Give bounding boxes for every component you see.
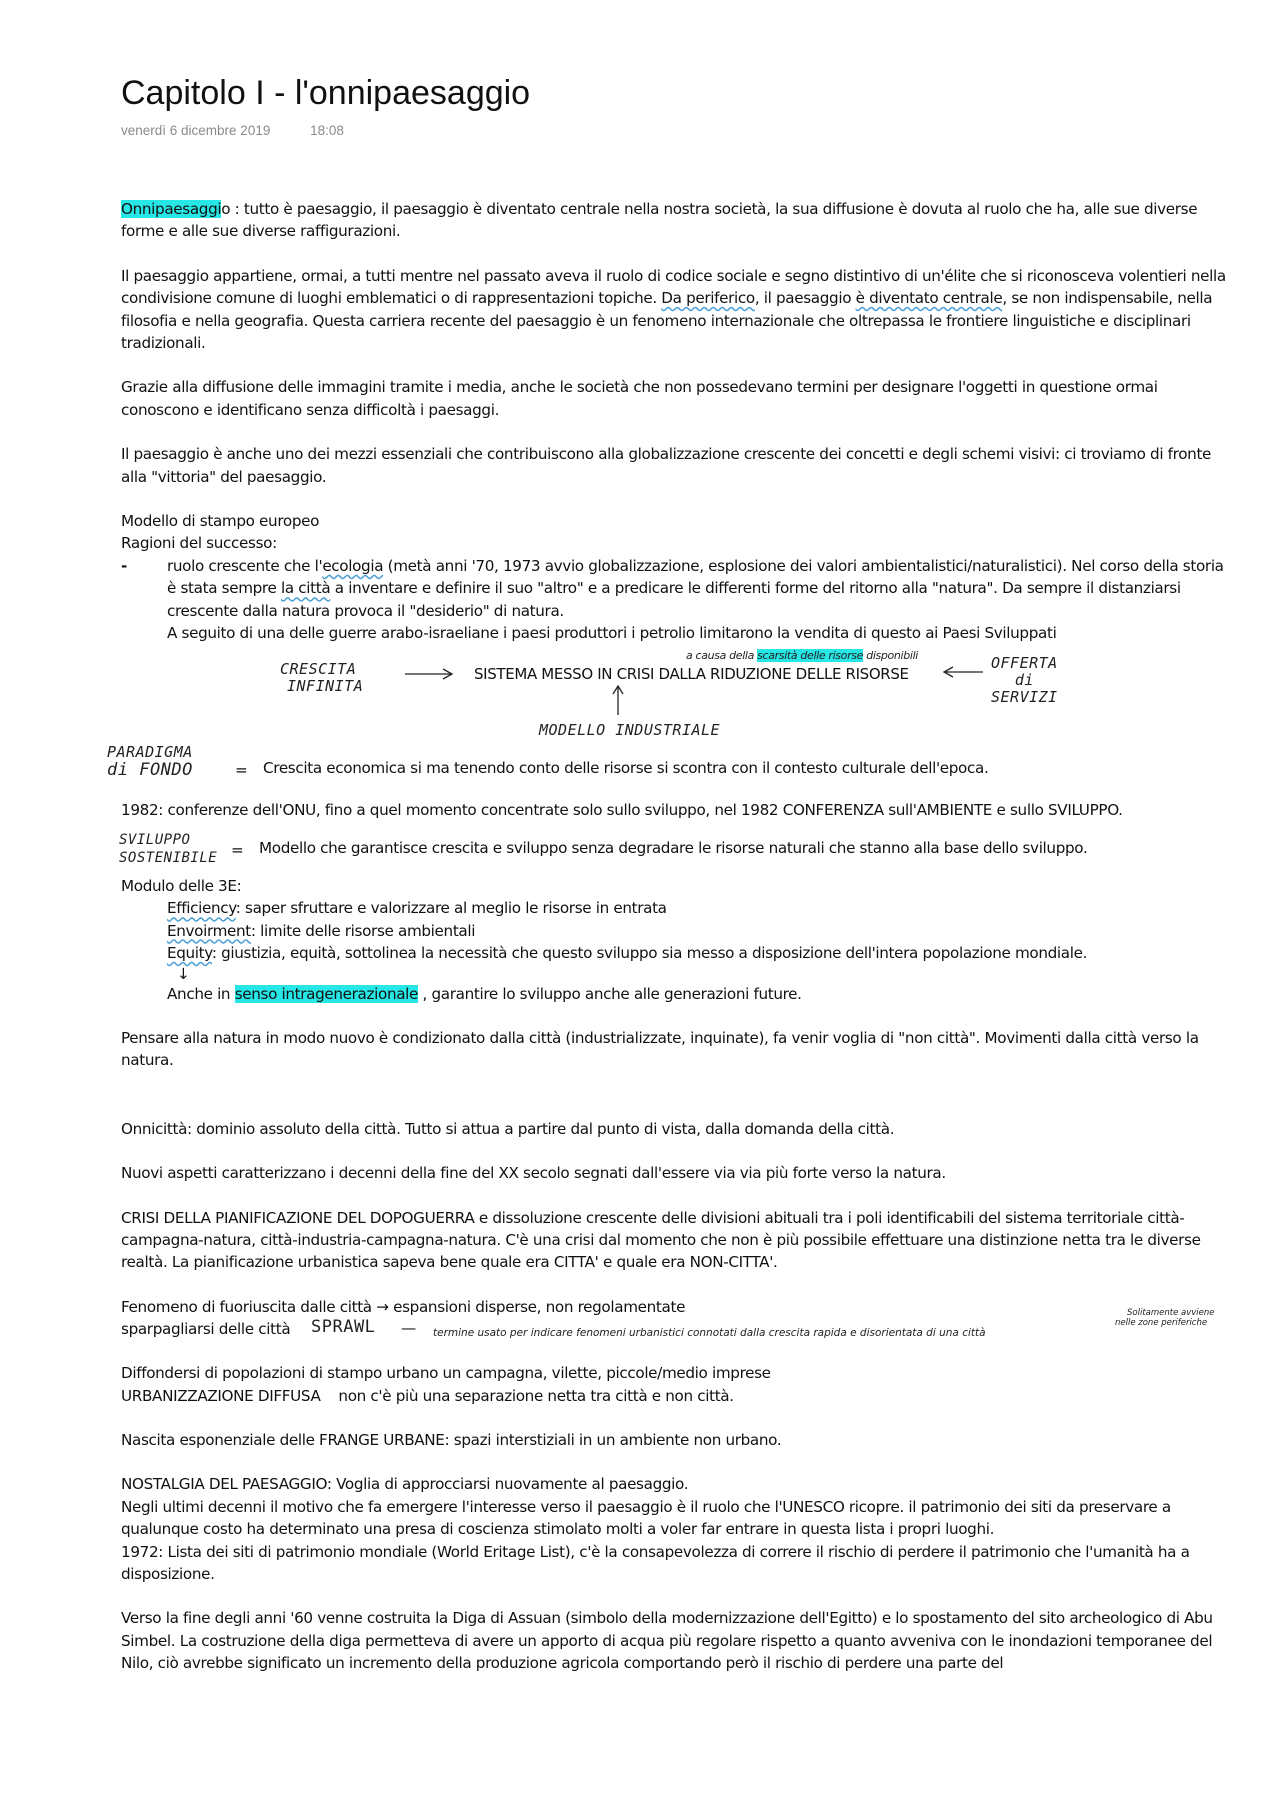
term-tail: o bbox=[221, 200, 231, 218]
note-date: venerdì 6 dicembre 2019 bbox=[121, 123, 271, 138]
paragraph-onnipaesaggio bbox=[121, 198, 1231, 243]
handwritten-label-paradigma: PARADIGMA di FONDO bbox=[107, 742, 193, 780]
sprawl-text: sparpagliarsi delle città bbox=[121, 1320, 291, 1339]
handwritten-note: a causa della scarsità delle risorse disponibili bbox=[686, 648, 919, 662]
paragraph-text: Il paesaggio appartiene, ormai, a tutti mentre nel passato aveva il ruolo di codice sociale e segno distintivo di un'élite che si riconosceva volentieri nella condivisione comune di luoghi emblematici o di rappresentazioni topiche. bbox=[121, 266, 1226, 308]
paragraph-globalizzazione: Il paesaggio è anche uno dei mezzi essenziali che contribuiscono alla globalizzazione crescente dei concetti e degli schemi visivi: ci troviamo di fronte alla "vittoria" del paesaggio. bbox=[121, 445, 1212, 486]
paragraph-nostalgia: NOSTALGIA DEL PAESAGGIO: Voglia di approcciarsi nuovamente al paesaggio. bbox=[121, 1475, 689, 1494]
paragraph-text: , il paesaggio bbox=[754, 289, 856, 308]
paragraph-onnicitta: Onnicittà: dominio assoluto della città. Tutto si attua a partire dal punto di vista, dalla domanda della città. bbox=[121, 1119, 895, 1138]
paragraph-frange: Nascita esponenziale delle FRANGE URBANE: spazi interstiziali in un ambiente non urbano. bbox=[121, 1431, 782, 1449]
paragraph-text: : tutto è paesaggio, il paesaggio è diventato centrale nella nostra società, la sua diffusione è dovuta al ruolo che ha, alle sue diverse forme e alle sue diverse raffigurazioni. bbox=[121, 200, 1198, 241]
highlighted-term: Onnipaesaggi bbox=[121, 200, 222, 218]
paragraph-1982: 1982: conferenze dell'ONU, fino a quel momento concentrate solo sullo sviluppo, nel 1982 CONFERENZA sull'AMBIENTE e sullo SVILUPPO. bbox=[121, 800, 1123, 819]
handwritten-label-crescita: CRESCITA INFINITA bbox=[280, 659, 364, 695]
handwritten-label-offerta: OFFERTA di SERVIZI bbox=[991, 653, 1058, 706]
handwritten-note: termine usato per indicare fenomeni urbanistici connotati dalla crescita rapida e disorientata di una città bbox=[433, 1327, 986, 1340]
sviluppo-text: Modello che garantisce crescita e sviluppo senza degradare le risorse naturali che stanno alla base dello sviluppo. bbox=[259, 838, 1088, 857]
paragraph-natura: Pensare alla natura in modo nuovo è condizionato dalla città (industrializzate, inquinate), fa venir voglia di "non città". Movimenti dalla città verso la natura. bbox=[121, 1028, 1199, 1070]
paragraph-text: , se non indispensabile, nella filosofia e nella geografia. Questa carriera recente del paesaggio è un fenomeno internazionale che oltrepassa le frontiere linguistiche e disciplinari tradizionali. bbox=[121, 289, 1213, 353]
modulo-environment: Envoirment: limite delle risorse ambientali bbox=[167, 921, 476, 940]
spellcheck-underlined-text: Efficiency bbox=[167, 899, 236, 918]
paragraph-media: Grazie alla diffusione delle immagini tramite i media, anche le società che non possedevano termini per designare l'oggetti in questione ormai conoscono e identificano senza difficoltà i paesaggi. bbox=[121, 378, 1158, 419]
note-body[interactable] bbox=[107, 198, 1231, 1675]
spellcheck-underlined-text: Da periferico bbox=[661, 289, 755, 308]
spellcheck-underlined-text: è diventato centrale bbox=[855, 289, 1003, 308]
paragraph-1972: 1972: Lista dei siti di patrimonio mondiale (World Eritage List), c'è la consapevolezza di correre il rischio di perdere il patrimonio che l'umanità ha a disposizione. bbox=[121, 1542, 1190, 1584]
handwritten-diagram bbox=[121, 645, 1231, 743]
paradigma-text: Crescita economica si ma tenendo conto delle risorse si scontra con il contesto culturale dell'epoca. bbox=[263, 758, 989, 777]
paradigma-row bbox=[107, 742, 1231, 789]
note-time: 18:08 bbox=[310, 123, 344, 138]
reasons-heading: Ragioni del successo: bbox=[121, 534, 277, 553]
paragraph-diga: Verso la fine degli anni '60 venne costruita la Diga di Assuan (simbolo della modernizzazione dell'Egitto) e lo spostamento del sito archeologico di Abu Simbel. La costruzione della diga permetteva di avere un apporto di acqua più regolare rispetto a quanto avveniva con le inondazioni temporanee del Nilo, ciò avrebbe significato un incremento della produzione agricola comportando però il rischio di perdere una parte del bbox=[121, 1609, 1213, 1673]
model-heading: Modello di stampo europeo bbox=[121, 512, 320, 531]
modulo-efficiency: Efficiency: saper sfruttare e valorizzare al meglio le risorse in entrata bbox=[167, 899, 667, 918]
arrow-right-icon bbox=[403, 667, 455, 681]
equals-sign: = bbox=[235, 760, 248, 779]
handwritten-label-sviluppo: SVILUPPO SOSTENIBILE bbox=[119, 831, 218, 866]
bullet-text: ruolo crescente che l'ecologia (metà anni '70, 1973 avvio globalizzazione, esplosione dei valori ambientalistici/naturalistici). Nel corso della storia è stata sempre la città a inventare e definire il suo "altro" e a predicare le differenti forme del ritorno alla "natura". Da sempre il distanziarsi crescente dalla natura provoca il "desiderio" di natura. bbox=[167, 556, 1224, 620]
sviluppo-row bbox=[121, 829, 1231, 875]
paragraph-nuovi-aspetti: Nuovi aspetti caratterizzano i decenni della fine del XX secolo segnati dall'essere via via più forte verso la natura. bbox=[121, 1164, 946, 1183]
paragraph-unesco: Negli ultimi decenni il motivo che fa emergere l'interesse verso il paesaggio è il ruolo che l'UNESCO ricopre. il patrimonio dei siti da preservare a qualunque costo ha determinato una presa di coscienza stimolato molti a voler far entrare in questa lista i propri luoghi. bbox=[121, 1497, 1171, 1539]
handwritten-label-modello: MODELLO INDUSTRIALE bbox=[539, 720, 721, 739]
modulo-intragenerazionale: Anche in senso intragenerazionale , garantire lo sviluppo anche alle generazioni future. bbox=[167, 984, 802, 1003]
handwritten-sprawl: SPRAWL bbox=[311, 1317, 376, 1338]
arrow-left-icon bbox=[941, 665, 985, 679]
spellcheck-underlined-text: Equity bbox=[167, 944, 212, 963]
modulo-heading: Modulo delle 3E: bbox=[121, 876, 242, 895]
diagram-center-text: SISTEMA MESSO IN CRISI DALLA RIDUZIONE DELLE RISORSE bbox=[474, 664, 909, 683]
paragraph-crisi: CRISI DELLA PIANIFICAZIONE DEL DOPOGUERRA e dissoluzione crescente delle divisioni abituali tra i poli identificabili del sistema territoriale città-campagna-natura, città-industria-campagna-natura. C'è una crisi dal momento che non è più possibile effettuare una distinzione netta tra le diverse realtà. La pianificazione urbanistica sapeva bene quale era CITTA' e quale era NON-CITTA'. bbox=[121, 1208, 1201, 1272]
modulo-equity: Equity: giustizia, equità, sottolinea la necessità che questo sviluppo sia messo a disposizione dell'intera popolazione mondiale. bbox=[167, 944, 1088, 963]
spellcheck-underlined-text: la città bbox=[280, 579, 331, 598]
sprawl-row bbox=[121, 1308, 1231, 1340]
highlighted-term: senso intragenerazionale bbox=[234, 984, 419, 1003]
note-metadata bbox=[121, 123, 344, 138]
paragraph-urbanizzazione: URBANIZZAZIONE DIFFUSA non c'è più una separazione netta tra città e non città. bbox=[121, 1386, 734, 1405]
bullet-text-continuation: A seguito di una delle guerre arabo-israeliane i paesi produttori i petrolio limitarono la vendita di questo ai Paesi Sviluppati bbox=[167, 624, 1057, 643]
paragraph-diffondersi: Diffondersi di popolazioni di stampo urbano un campagna, vilette, piccole/medio imprese bbox=[121, 1364, 771, 1383]
spellcheck-underlined-text: ecologia bbox=[322, 556, 384, 575]
arrow-down-icon: ↓ bbox=[177, 964, 190, 983]
highlighted-term: scarsità delle risorse bbox=[757, 648, 864, 662]
page-title: Capitolo I - l'onnipaesaggio bbox=[121, 74, 531, 112]
arrow-up-icon bbox=[611, 683, 625, 717]
paragraph-paesaggio-appartiene bbox=[121, 265, 1231, 355]
arrow-right-icon: → bbox=[376, 1297, 389, 1316]
bullet-marker: - bbox=[121, 556, 127, 575]
fenomeno-line: Fenomeno di fuoriuscita dalle città → espansioni disperse, non regolamentate bbox=[121, 1297, 686, 1316]
dash: — bbox=[401, 1319, 416, 1338]
list-item bbox=[121, 555, 1231, 645]
spellcheck-underlined-text: Envoirment bbox=[167, 921, 251, 940]
handwritten-side-note: Solitamente avviene nelle zone periferiche bbox=[1115, 1308, 1215, 1329]
equals-sign: = bbox=[231, 840, 244, 859]
